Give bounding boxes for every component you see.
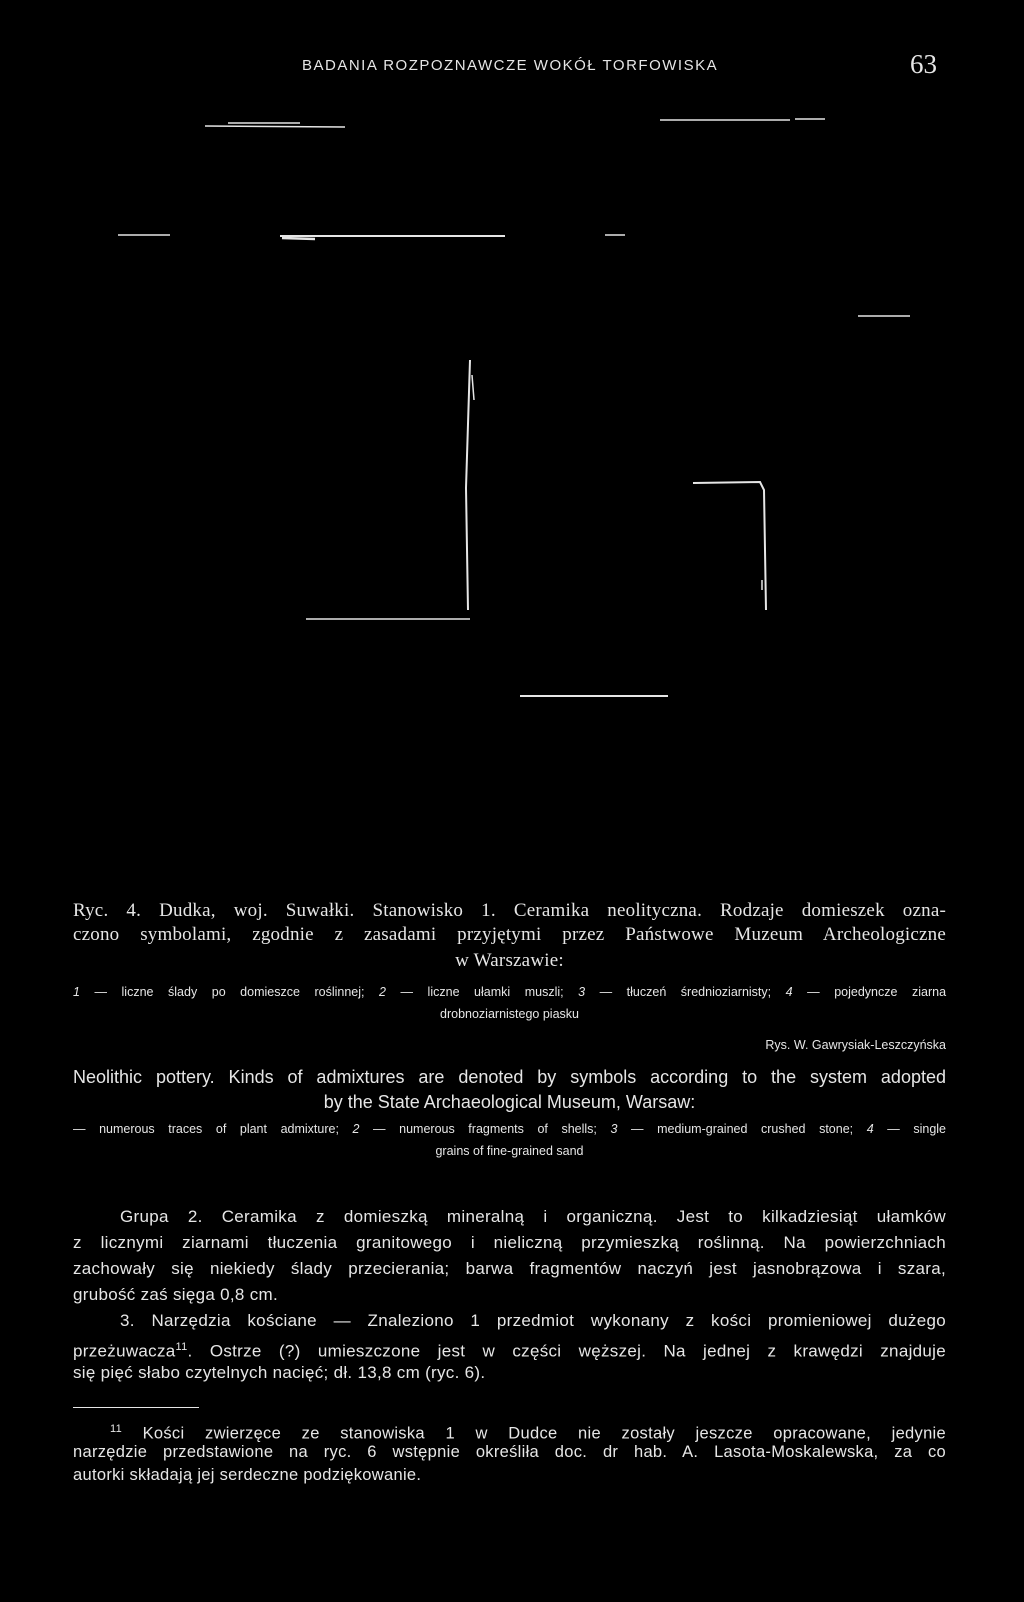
caption-pl-line: w Warszawie:	[455, 950, 564, 971]
page-number: 63	[910, 49, 937, 79]
legend-number: 2	[352, 1122, 360, 1136]
figure-line	[693, 482, 766, 610]
legend-number: 4	[785, 985, 793, 999]
body-line: z licznymi ziarnami tłuczenia granitowego i nieliczną przymieszką roślinną. Na powierzchniach	[73, 1233, 946, 1252]
legend-pl-line: drobnoziarnistego piasku	[440, 1007, 579, 1021]
body-line: zachowały się niekiedy ślady przecierania; barwa fragmentów naczyń jest jasnobrązowa i szara,	[73, 1259, 946, 1278]
footnote-text: Kości zwierzęce ze stanowiska 1 w Dudce nie zostały jeszcze opracowane, jedynie	[122, 1424, 946, 1443]
caption-en-line: Neolithic pottery. Kinds of admixtures are denoted by symbols according to the system adopted	[73, 1067, 946, 1087]
body-line: się pięć słabo czytelnych nacięć; dł. 13,8 cm (ryc. 6).	[73, 1363, 486, 1382]
footnote-line: narzędzie przedstawione na ryc. 6 wstępnie określiła doc. dr hab. A. Lasota-Moskalewska, za co	[73, 1443, 946, 1461]
legend-text: — medium-grained crushed stone;	[617, 1122, 867, 1136]
footnote-line: autorki składają jej serdeczne podziękowanie.	[73, 1466, 422, 1484]
legend-en-line	[73, 1119, 946, 1140]
legend-number: 3	[578, 985, 586, 999]
body-line: Grupa 2. Ceramika z domieszką mineralną i organiczną. Jest to kilkadziesiąt ułamków	[120, 1207, 946, 1226]
legend-number: 4	[866, 1122, 874, 1136]
footnote-rule	[73, 1407, 199, 1408]
legend-number: 1	[73, 985, 80, 999]
drawing-credit: Rys. W. Gawrysiak-Leszczyńska	[765, 1038, 946, 1052]
legend-text: — numerous fragments of shells;	[359, 1122, 611, 1136]
figure-line	[466, 360, 470, 610]
legend-number: 3	[610, 1122, 618, 1136]
legend-text: — pojedyncze ziarna	[792, 985, 947, 999]
figure-line	[205, 126, 345, 127]
body-line: 3. Narzędzia kościane — Znaleziono 1 przedmiot wykonany z kości promieniowej dużego	[120, 1311, 946, 1330]
footnote-ref[interactable]: 11	[175, 1341, 188, 1353]
legend-number: 2	[379, 985, 386, 999]
footnote-marker: 11	[110, 1423, 123, 1435]
caption-en-line: by the State Archaeological Museum, Warsaw:	[323, 1092, 696, 1112]
legend-text: — liczne ułamki muszli;	[385, 985, 579, 999]
caption-pl-line: czono symbolami, zgodnie z zasadami przyjętymi przez Państwowe Muzeum Archeologiczne	[73, 924, 946, 945]
legend-text: — numerous traces of plant admixture;	[73, 1122, 353, 1136]
figure-line	[282, 238, 315, 239]
caption-pl-line: Ryc. 4. Dudka, woj. Suwałki. Stanowisko 1. Ceramika neolityczna. Rodzaje domieszek ozna-	[73, 900, 946, 921]
body-text: . Ostrze (?) umieszczone jest w części węższej. Na jednej z krawędzi znajduje	[187, 1341, 946, 1361]
legend-text: — liczne ślady po domieszce roślinnej;	[79, 985, 380, 999]
legend-en-line: grains of fine-grained sand	[435, 1144, 584, 1158]
figure-line	[472, 375, 474, 400]
body-text: przeżuwacza	[73, 1341, 176, 1361]
running-title: BADANIA ROZPOZNAWCZE WOKÓŁ TORFOWISKA	[302, 57, 719, 74]
legend-pl-line	[73, 982, 946, 1003]
legend-text: — single	[873, 1122, 946, 1136]
body-line: grubość zaś sięga 0,8 cm.	[73, 1285, 278, 1304]
legend-text: — tłuczeń średnioziarnisty;	[585, 985, 786, 999]
figure-pottery-drawing	[0, 110, 1024, 750]
